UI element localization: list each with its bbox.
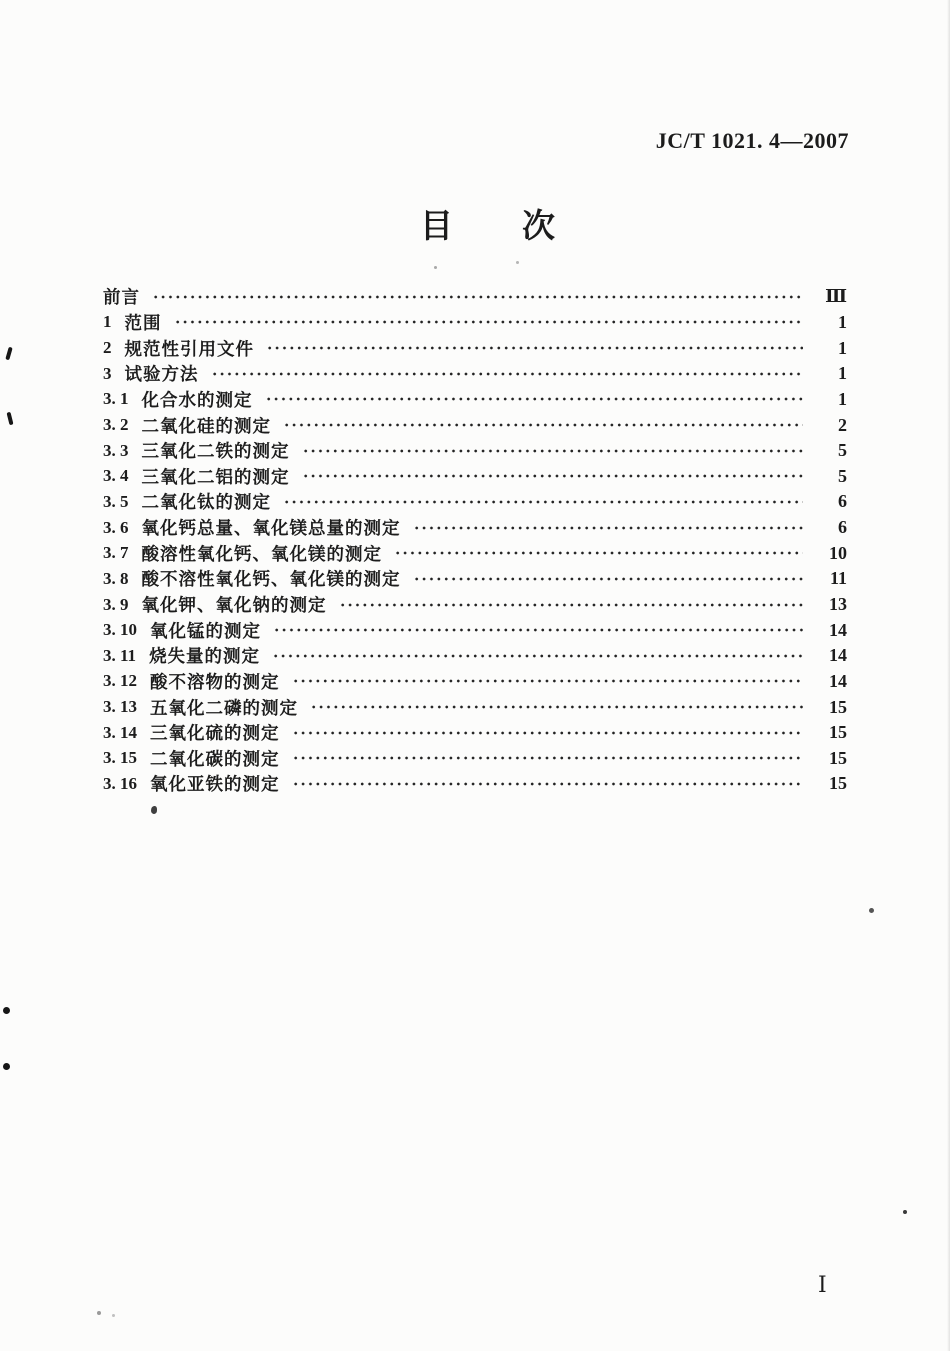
toc-row [103,669,847,695]
scan-artifact-speck [516,261,519,264]
page-title: 目 次 [420,207,556,244]
toc-entry-number: 3. 11 [103,645,137,665]
toc-entry-page: 14 [829,645,847,666]
toc-entry-title: 试验方法 [124,364,199,385]
toc-entry-number: 1 [103,312,112,332]
toc-entry-number: 2 [103,338,112,358]
toc-entry-number: 3. 1 [103,389,129,409]
footer-page-number: Ⅰ [818,1272,827,1297]
toc-entry-page: 1 [838,363,847,384]
toc-entry-page: 5 [838,465,847,486]
dot-leader [211,361,804,387]
scan-artifact-mark [151,806,157,814]
scan-artifact-dot [869,908,874,913]
toc-entry-page: 2 [838,414,847,435]
toc-entry-title: 三氧化硫的测定 [150,723,280,744]
dot-leader [265,387,804,413]
toc-entry-page: 15 [829,696,847,717]
toc-entry-title: 酸不溶性氧化钙、氧化镁的测定 [141,569,401,590]
toc-entry-number: 3. 2 [103,415,129,435]
toc-entry-number: 3. 5 [103,491,129,511]
toc-entry-number: 3. 14 [103,722,137,742]
toc-entry-number: 3 [103,363,112,383]
toc-entry-number: 3. 10 [103,620,137,640]
toc-entry-title: 氧化亚铁的测定 [150,774,280,795]
toc-entry-title: 规范性引用文件 [124,338,254,359]
dot-leader [394,540,803,566]
dot-leader [292,771,804,797]
toc-entry-title: 氧化钙总量、氧化镁总量的测定 [141,518,401,539]
toc-entry-number: 3. 15 [103,748,137,768]
toc-row [103,617,847,643]
toc-entry-number: 3. 12 [103,671,137,691]
toc-row [103,463,847,489]
toc-entry-title: 二氧化钛的测定 [141,492,271,513]
toc-row [103,771,847,797]
toc-entry-page: 11 [829,568,847,589]
toc-entry-number: 3. 9 [103,594,129,614]
toc-entry-title: 酸溶性氧化钙、氧化镁的测定 [141,543,382,564]
toc-row [103,515,847,541]
toc-list [103,284,847,797]
dot-leader [292,720,804,746]
toc-entry-title: 烧失量的测定 [149,646,261,667]
dot-leader [266,335,803,361]
toc-entry-number: 3. 16 [103,773,137,793]
toc-entry-title: 二氧化硅的测定 [141,415,271,436]
toc-row [103,540,847,566]
toc-entry-number: 3. 13 [103,697,137,717]
toc-row [103,489,847,515]
toc-entry-number: 3. 3 [103,440,129,460]
toc-entry-page: 15 [829,773,847,794]
dot-leader [273,617,803,643]
dot-leader [339,592,804,618]
toc-entry-page: 6 [838,517,847,538]
toc-entry-page: 15 [829,747,847,768]
dot-leader [302,463,804,489]
dot-leader [413,566,804,592]
dot-leader [292,746,804,772]
toc-entry-page: 1 [838,388,847,409]
toc-entry-page: 5 [838,440,847,461]
scan-artifact-speck [112,1314,115,1317]
toc-row [103,335,847,361]
toc-entry-title: 氧化锰的测定 [150,620,261,641]
dot-leader [292,669,804,695]
toc-entry-title: 范围 [124,312,162,333]
scan-artifact-tick [5,347,12,361]
toc-row [103,592,847,618]
scan-artifact-speck [434,266,437,269]
scan-artifact-speck [97,1311,101,1315]
toc-row [103,438,847,464]
toc-row [103,643,847,669]
toc-row [103,310,847,336]
toc-entry-title: 五氧化二磷的测定 [150,697,298,718]
toc-row [103,412,847,438]
dot-leader [174,310,804,336]
toc-entry-page: 1 [838,311,847,332]
toc-entry-title: 三氧化二铁的测定 [141,441,290,462]
toc-entry-title: 三氧化二铝的测定 [141,466,290,487]
toc-entry-number: 3. 6 [103,517,129,537]
toc-entry-page: 13 [829,594,847,614]
toc-row [103,284,847,310]
toc-entry-page: 15 [829,722,847,743]
toc-row [103,361,847,387]
toc-row [103,566,847,592]
toc-entry-number: 3. 7 [103,543,129,563]
dot-leader [413,515,804,541]
toc-row [103,387,847,413]
dot-leader [272,643,803,669]
toc-entry-page: 10 [829,542,847,563]
standard-code: JC/T 1021. 4—2007 [655,128,849,153]
dot-leader [310,694,803,720]
dot-leader [283,412,803,438]
toc-entry-page: 14 [829,670,847,691]
toc-row [103,746,847,772]
toc-entry-number: 3. 4 [103,466,129,486]
toc-entry-page: 14 [829,619,847,640]
toc-entry-title: 氧化钾、氧化钠的测定 [141,595,327,615]
toc-entry-number: 3. 8 [103,568,129,588]
toc-entry-page: 6 [838,491,847,512]
scan-artifact-dot [903,1210,907,1214]
toc-entry-title: 二氧化碳的测定 [150,748,280,769]
dot-leader [283,489,803,515]
toc-row [103,720,847,746]
dot-leader [302,438,804,464]
scan-artifact-tick [6,412,13,426]
toc-entry-page: 1 [838,337,847,358]
toc-row [103,694,847,720]
toc-entry-title: 化合水的测定 [141,389,253,410]
scan-artifact-dot [3,1063,10,1070]
dot-leader [152,284,803,310]
toc-entry-title: 酸不溶物的测定 [150,671,280,692]
scan-artifact-dot [3,1007,10,1014]
toc-entry-title: 前言 [103,287,140,308]
toc-entry-page: Ⅲ [825,286,847,307]
